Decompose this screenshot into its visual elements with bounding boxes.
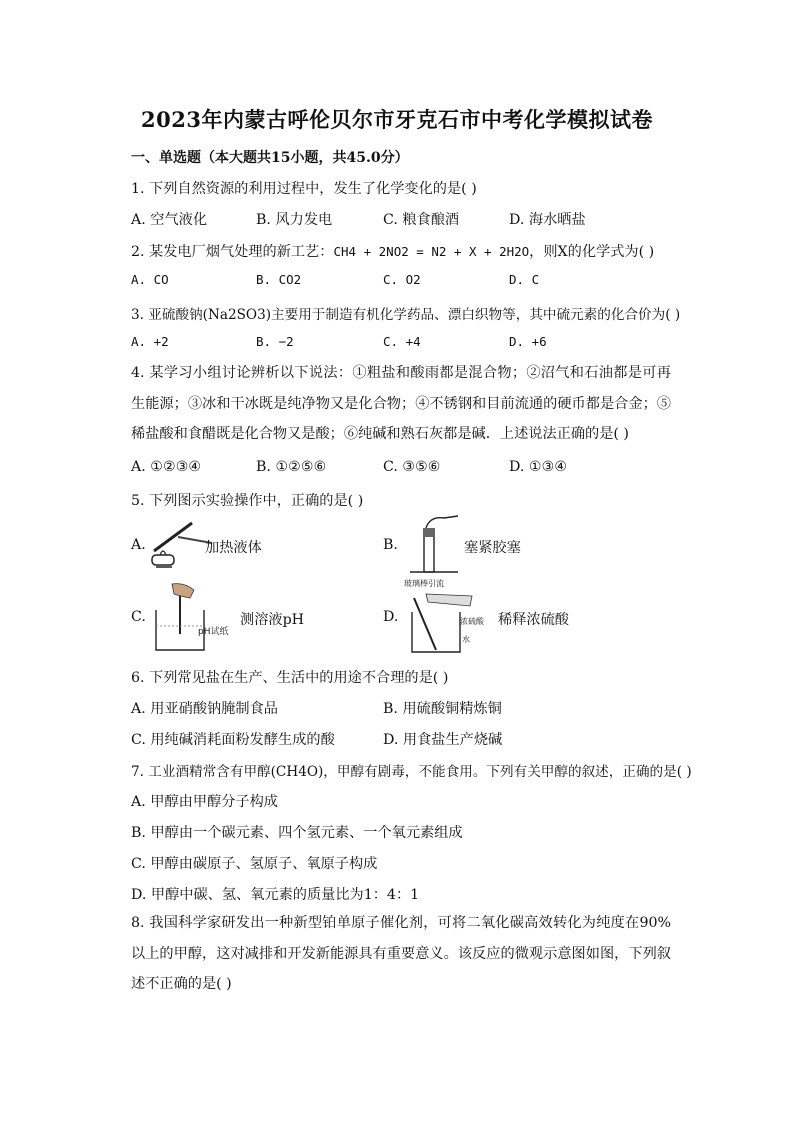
question-5-option-a: A. (131, 537, 146, 553)
question-7-option-b: B. 甲醇由一个碳元素、四个氢元素、一个氧元素组成 (131, 825, 463, 841)
figure-label-stopper: 塞紧胶塞 (464, 540, 521, 556)
question-1-stem: 1. 下列自然资源的利用过程中，发生了化学变化的是( ) (131, 181, 477, 197)
question-7-option-a: A. 甲醇由甲醇分子构成 (131, 794, 278, 810)
question-3-option-d: D. +6 (509, 334, 547, 349)
question-4-option-a: A. ①②③④ (131, 459, 202, 475)
question-6-option-b: B. 用硫酸铜精炼铜 (383, 701, 502, 717)
question-7-option-c: C. 甲醇由碳原子、氢原子、氧原子构成 (131, 856, 378, 872)
question-5-option-c: C. (131, 609, 146, 625)
stopper-figure (408, 512, 464, 574)
question-1-option-b: B. 风力发电 (256, 212, 333, 228)
question-7-option-d: D. 甲醇中碳、氢、氧元素的质量比为1：4：1 (131, 887, 420, 903)
question-3-stem: 3. 亚硫酸钠(Na2SO3)主要用于制造有机化学药品、漂白织物等，其中硫元素的化合价为( ) (131, 307, 681, 323)
question-6-option-c: C. 用纯碱消耗面粉发酵生成的酸 (131, 732, 335, 748)
question-8-stem: 8. 我国科学家研发出一种新型铂单原子催化剂，可将二氧化碳高效转化为纯度在90%以上的甲醇，这对减排和开发新能源具有重要意义。该反应的微观示意图如图，下列叙述不正确的是( ) (131, 915, 671, 992)
glass-rod-label: 玻璃棒引流 (404, 579, 444, 588)
ph-test-figure (150, 582, 232, 654)
water-label: 水 (462, 635, 470, 644)
question-6-stem: 6. 下列常见盐在生产、生活中的用途不合理的是( ) (131, 670, 449, 686)
question-5-option-d: D. (383, 609, 399, 625)
figure-label-heat-liquid: 加热液体 (205, 540, 262, 556)
question-5-option-b: B. (383, 537, 398, 553)
acid-label: 浓硫酸 (460, 617, 484, 626)
question-6-option-d: D. 用食盐生产烧碱 (383, 732, 503, 748)
question-7-stem: 7. 工业酒精常含有甲醇(CH4O)，甲醇有剧毒，不能食用。下列有关甲醇的叙述，正确的是( ) (131, 764, 692, 780)
section-heading: 一、单选题（本大题共15小题，共45.0分） (131, 150, 409, 166)
question-4-option-b: B. ①②⑤⑥ (256, 459, 327, 475)
question-4-stem: 4. 某学习小组讨论辨析以下说法：①粗盐和酸雨都是混合物；②沼气和石油都是可再生能源；③冰和干冰既是纯净物又是化合物；④不锈钢和目前流通的硬币都是合金；⑤稀盐酸和食醋既是化合物又是酸；⑥纯碱和熟石灰都是碱．上述说法正确的是( ) (131, 365, 671, 442)
question-2-stem (131, 241, 654, 261)
question-4-option-d: D. ①③④ (509, 459, 568, 475)
dilute-acid-figure (402, 576, 490, 654)
question-1-option-c: C. 粮食酿酒 (383, 212, 460, 228)
question-2-equation: CH4 + 2NO2 = N2 + X + 2H2O (333, 244, 530, 259)
question-5-stem: 5. 下列图示实验操作中，正确的是( ) (131, 493, 364, 509)
figure-label-ph: 测溶液pH (240, 612, 305, 628)
question-1-option-a: A. 空气液化 (131, 212, 208, 228)
question-2-option-d: D. C (509, 272, 540, 287)
question-3-option-a: A. +2 (131, 334, 169, 349)
question-2-stem-post: ，则X的化学式为( ) (529, 244, 655, 260)
figure-label-dilute: 稀释浓硫酸 (498, 612, 569, 628)
question-6-option-a: A. 用亚硝酸钠腌制食品 (131, 701, 278, 717)
ph-paper-label: pH试纸 (198, 627, 229, 637)
question-2-stem-pre: 2. 某发电厂烟气处理的新工艺： (131, 244, 334, 260)
page-title: 2023年内蒙古呼伦贝尔市牙克石市中考化学模拟试卷 (141, 107, 653, 132)
question-2-option-c: C. O2 (383, 272, 421, 287)
question-3-option-b: B. −2 (256, 334, 294, 349)
question-2-option-b: B. CO2 (256, 272, 302, 287)
question-2-option-a: A. CO (131, 272, 169, 287)
question-3-option-c: C. +4 (383, 334, 421, 349)
question-1-option-d: D. 海水晒盐 (509, 212, 586, 228)
question-4-option-c: C. ③⑤⑥ (383, 459, 441, 475)
